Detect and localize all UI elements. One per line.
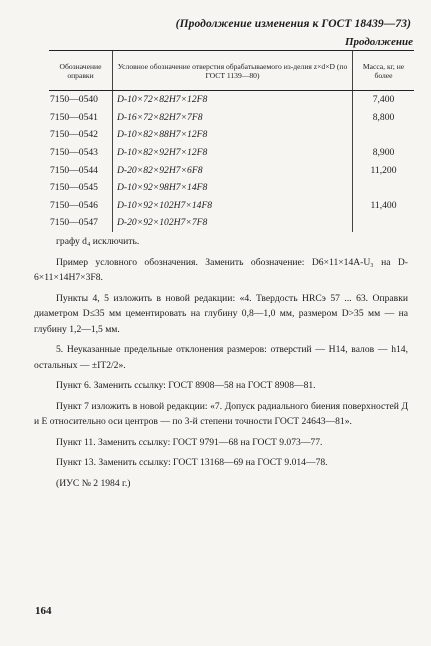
cell-spec: D-20×82×92H7×6F8 xyxy=(112,161,353,179)
paragraph-tolerances: 5. Неуказанные предельные отклонения размеров: отверстий — H14, валов — h14, остальных — ±IT2/2». xyxy=(34,344,408,371)
header-designation: Обозначение оправки xyxy=(59,61,102,80)
cell-spec: D-10×82×88H7×12F8 xyxy=(112,126,353,144)
source-reference: (ИУС № 2 1984 г.) xyxy=(56,477,131,489)
cell-mass xyxy=(353,179,414,197)
cell-spec: D-10×72×82H7×12F8 xyxy=(112,91,353,109)
cell-code: 7150—0541 xyxy=(50,111,98,123)
paragraph-item-13: Пункт 13. Заменить ссылку: ГОСТ 13168—69 на ГОСТ 9.014—78. xyxy=(56,457,328,468)
table-header xyxy=(49,51,414,90)
paragraph-items-4-5: Пункты 4, 5 изложить в новой редакции: «4. Твердость HRCэ 57 ... 63. Оправки диаметром D≤35 мм цементировать на глубину 0,8—1,0 мм, размером D>35 мм — на глубину 1,2—1,5 мм. xyxy=(34,292,408,335)
cell-code: 7150—0545 xyxy=(50,182,98,194)
cell-mass: 11,200 xyxy=(370,164,397,176)
table-body xyxy=(49,91,414,232)
header-hole-spec: Условное обозначение отверстия обрабатываемого из-делия z×d×D (по ГОСТ 1139—80) xyxy=(112,51,353,90)
paragraph-designation-example: Пример условного обозначения. Заменить обозначение: D6×11×14A-U₃ на D-6×11×14H7×3F8. xyxy=(34,256,408,283)
paragraph-item-6: Пункт 6. Заменить ссылку: ГОСТ 8908—58 на ГОСТ 8908—81. xyxy=(56,380,316,391)
header-mass: Масса, кг, не более xyxy=(362,61,405,80)
paragraph-column-note: графу d₄ исключить. xyxy=(56,236,140,247)
paragraph-item-7: Пункт 7 изложить в новой редакции: «7. Допуск радиального биения поверхностей Д и Е относительно оси центров — по 3-й степени точности ГОСТ 24643—81». xyxy=(34,400,408,427)
cell-mass: 8,900 xyxy=(372,147,395,159)
cell-mass: 11,400 xyxy=(370,199,397,211)
cell-spec: D-10×82×92H7×12F8 xyxy=(112,144,353,162)
cell-code: 7150—0540 xyxy=(50,94,98,106)
continuation-label: Продолжение xyxy=(344,36,413,48)
cell-spec: D-20×92×102H7×7F8 xyxy=(112,214,353,232)
cell-spec: D-16×72×82H7×7F8 xyxy=(112,109,353,127)
cell-code: 7150—0543 xyxy=(50,147,98,159)
cell-mass xyxy=(353,214,414,232)
cell-code: 7150—0544 xyxy=(50,164,98,176)
cell-mass: 8,800 xyxy=(372,111,395,123)
paragraph-item-11: Пункт 11. Заменить ссылку: ГОСТ 9791—68 на ГОСТ 9.073—77. xyxy=(56,436,323,448)
cell-spec: D-10×92×102H7×14F8 xyxy=(112,197,353,215)
cell-spec: D-10×92×98H7×14F8 xyxy=(112,179,353,197)
page-number: 164 xyxy=(35,605,52,617)
document-header: (Продолжение изменения к ГОСТ 18439—73) xyxy=(175,18,411,30)
body-text xyxy=(34,234,408,496)
cell-code: 7150—0546 xyxy=(50,199,98,211)
cell-code: 7150—0542 xyxy=(50,129,98,141)
mandrel-table xyxy=(49,50,414,232)
cell-mass xyxy=(353,126,414,144)
cell-mass: 7,400 xyxy=(372,94,395,106)
cell-code: 7150—0547 xyxy=(50,217,98,229)
